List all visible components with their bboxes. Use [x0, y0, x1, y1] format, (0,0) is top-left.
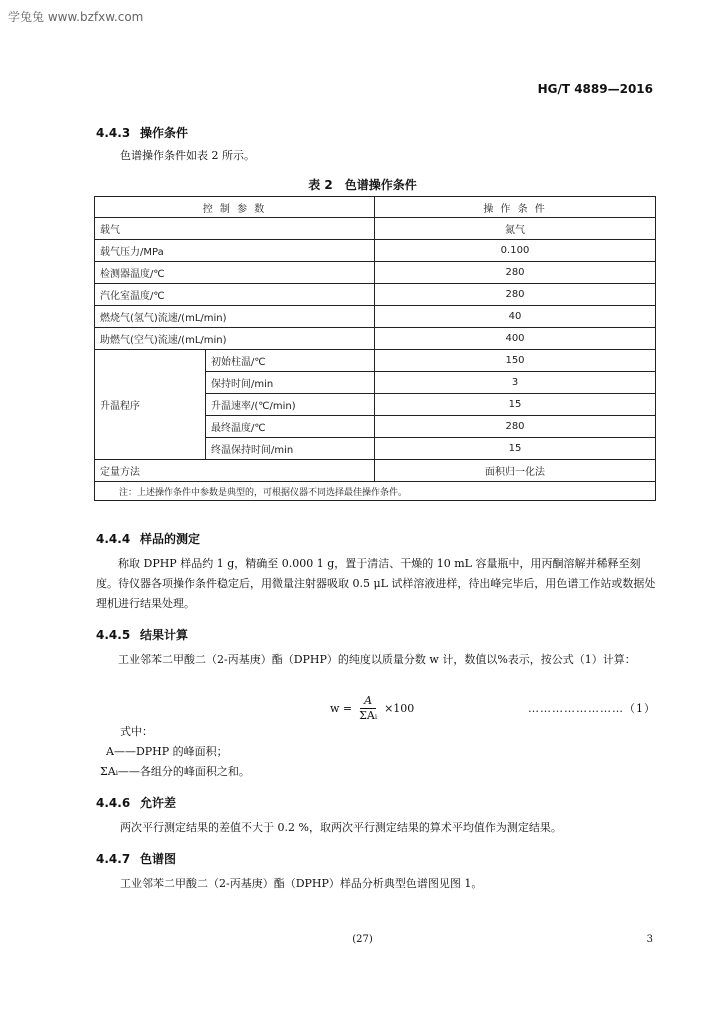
row-param: 助燃气(空气)流速/(mL/min) — [95, 328, 375, 350]
table-row — [95, 262, 656, 284]
section-4-4-3-heading — [96, 124, 188, 141]
row-param: 载气 — [95, 218, 375, 240]
header-param: 控 制 参 数 — [95, 197, 375, 218]
table-row — [95, 328, 656, 350]
definition-a: A——DPHP 的峰面积； — [106, 745, 228, 758]
section-number: 4.4.5 — [96, 628, 131, 642]
section-4-4-3-text: 色谱操作条件如表 2 所示。 — [120, 149, 255, 162]
section-number: 4.4.3 — [96, 126, 131, 140]
section-4-4-7-heading — [96, 850, 176, 867]
formula-numerator: A — [360, 694, 376, 709]
formula-denominator: ΣAᵢ — [359, 709, 378, 722]
formula-reference: ……………………（1） — [528, 702, 656, 715]
table-row — [95, 240, 656, 262]
table-caption: 表 2 色谱操作条件 — [308, 178, 417, 192]
section-4-4-6-heading — [96, 794, 176, 811]
section-number: 4.4.4 — [96, 532, 131, 546]
row-value: 280 — [375, 416, 656, 438]
section-4-4-4-text: 称取 DPHP 样品约 1 g，精确至 0.000 1 g，置于清洁、干燥的 10 mL 容量瓶中，用丙酮溶解并稀释至刻度。待仪器各项操作条件稳定后，用微量注射器吸取 0.5 μL 试样溶液进样，待出峰完毕后，用色谱工作站或数据处理机进行结果处理。 — [96, 557, 656, 610]
row-value: 280 — [375, 262, 656, 284]
section-4-4-6-text: 两次平行测定结果的差值不大于 0.2 %，取两次平行测定结果的算术平均值作为测定结果。 — [120, 821, 562, 834]
row-value: 0.100 — [375, 240, 656, 262]
table-header-row — [95, 197, 656, 218]
formula-rhs: ×100 — [384, 702, 415, 715]
row-value: 氮气 — [375, 218, 656, 240]
section-title: 允许差 — [140, 796, 177, 810]
row-value: 150 — [375, 350, 656, 372]
section-title: 结果计算 — [140, 628, 189, 642]
row-value: 280 — [375, 284, 656, 306]
table-row — [95, 460, 656, 482]
section-4-4-4-heading — [96, 530, 200, 547]
row-value: 15 — [375, 438, 656, 460]
operating-conditions-table — [94, 196, 656, 501]
row-value: 40 — [375, 306, 656, 328]
section-title: 样品的测定 — [140, 532, 201, 546]
formula-lhs: w = — [330, 702, 353, 715]
row-param: 保持时间/min — [206, 372, 375, 394]
definition-sum: ΣAᵢ——各组分的峰面积之和。 — [100, 765, 250, 778]
formula-fraction — [355, 694, 381, 723]
table-note-row — [95, 482, 656, 501]
section-number: 4.4.7 — [96, 852, 131, 866]
row-param: 终温保持时间/min — [206, 438, 375, 460]
section-title: 操作条件 — [140, 126, 189, 140]
watermark-text: 学兔兔 www.bzfxw.com — [8, 10, 144, 24]
page-number: 3 — [646, 934, 653, 945]
section-4-4-5-heading — [96, 626, 188, 643]
row-value: 15 — [375, 394, 656, 416]
table-row — [95, 284, 656, 306]
row-value: 400 — [375, 328, 656, 350]
row-param: 检测器温度/℃ — [95, 262, 375, 284]
row-value: 3 — [375, 372, 656, 394]
table-row — [95, 218, 656, 240]
row-param: 燃烧气(氢气)流速/(mL/min) — [95, 306, 375, 328]
table-row — [95, 306, 656, 328]
row-param: 定量方法 — [95, 460, 375, 482]
formula-1 — [330, 694, 414, 723]
table-row — [95, 350, 656, 372]
section-4-4-5-text: 工业邻苯二甲酸二（2-丙基庚）酯（DPHP）的纯度以质量分数 w 计，数值以%表示，按公式（1）计算： — [118, 653, 636, 666]
row-param: 汽化室温度/℃ — [95, 284, 375, 306]
row-param: 载气压力/MPa — [95, 240, 375, 262]
section-4-4-7-text: 工业邻苯二甲酸二（2-丙基庚）酯（DPHP）样品分析典型色谱图见图 1。 — [120, 877, 483, 890]
standard-code: HG/T 4889—2016 — [537, 82, 653, 96]
section-number: 4.4.6 — [96, 796, 131, 810]
where-label: 式中： — [120, 725, 153, 738]
footer-center-number: (27) — [352, 934, 373, 945]
section-title: 色谱图 — [140, 852, 177, 866]
row-value: 面积归一化法 — [375, 460, 656, 482]
row-param: 最终温度/℃ — [206, 416, 375, 438]
row-param: 升温速率/(℃/min) — [206, 394, 375, 416]
row-param: 初始柱温/℃ — [206, 350, 375, 372]
table-note: 注：上述操作条件中参数是典型的，可根据仪器不同选择最佳操作条件。 — [95, 482, 656, 501]
header-condition: 操 作 条 件 — [375, 197, 656, 218]
program-group-label: 升温程序 — [95, 350, 206, 460]
